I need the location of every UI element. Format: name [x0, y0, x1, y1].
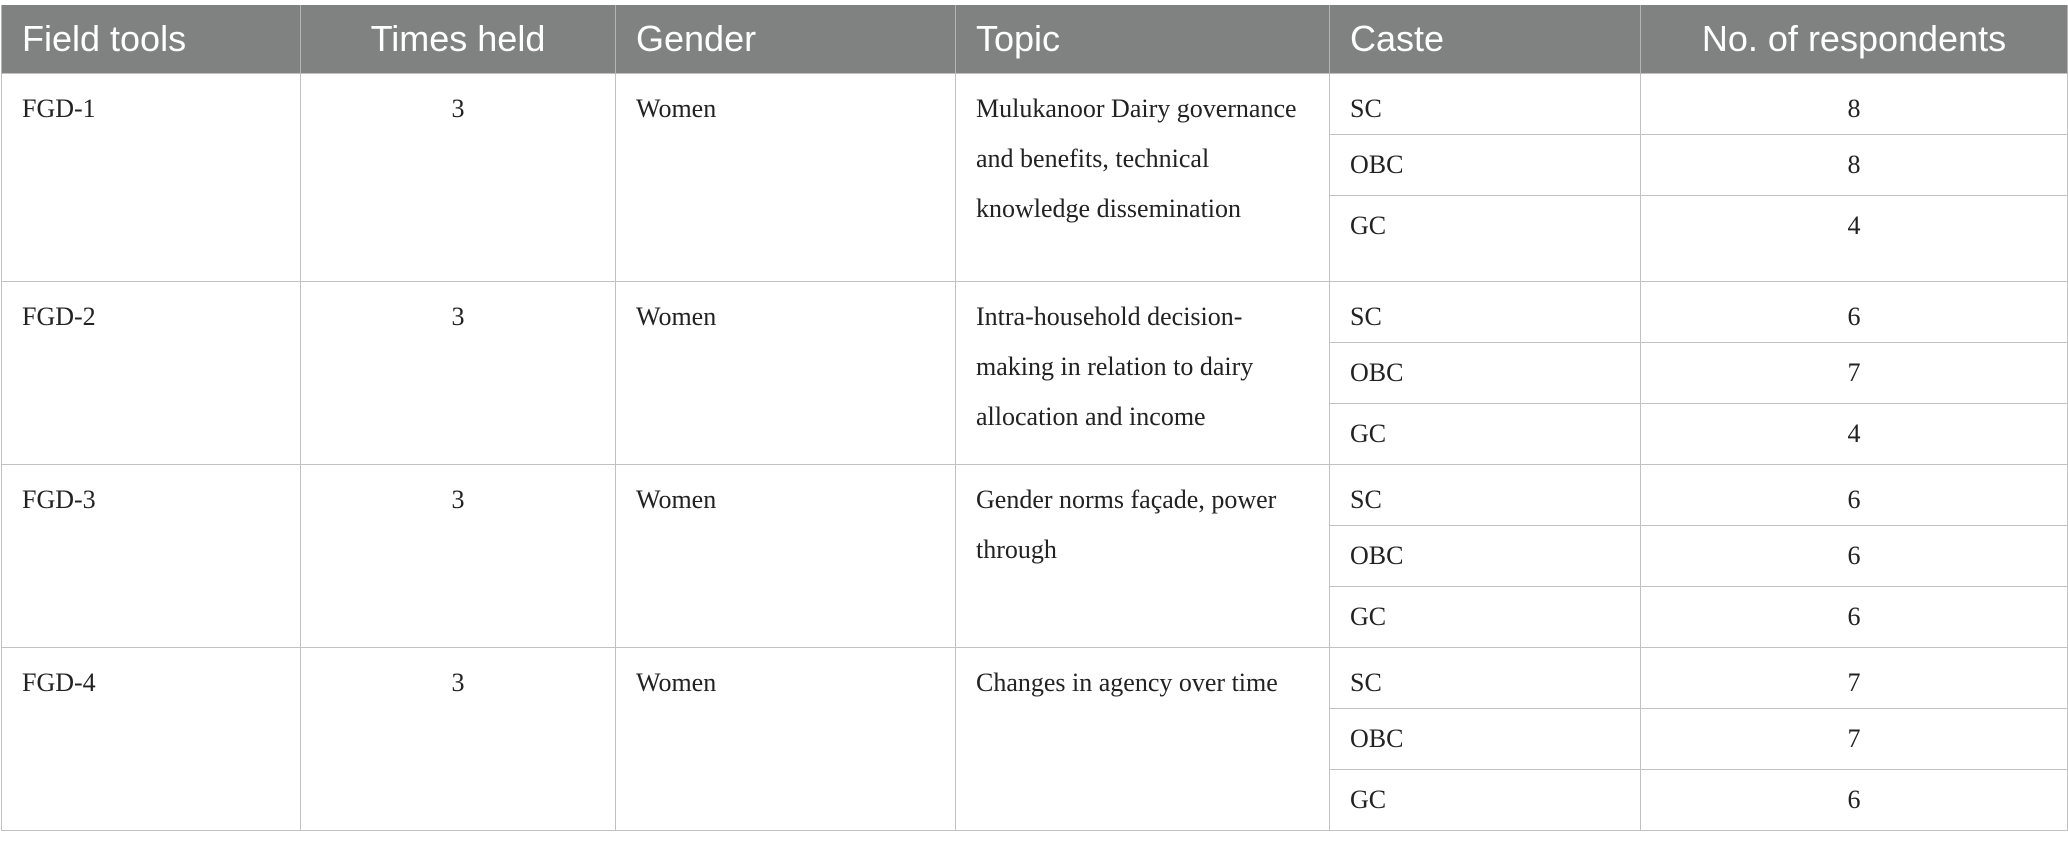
cell-times-held: 3: [301, 465, 616, 648]
header-topic: Topic: [956, 5, 1330, 74]
cell-respondents: 6: [1641, 526, 2068, 587]
cell-caste: OBC: [1330, 135, 1641, 196]
cell-caste: SC: [1330, 465, 1641, 526]
cell-respondents: 6: [1641, 770, 2068, 831]
table-row: [2, 74, 2068, 135]
cell-gender: Women: [616, 282, 956, 465]
table-row: [2, 282, 2068, 343]
focus-group-table-container: [1, 5, 2067, 831]
cell-topic: Gender norms façade, power through: [956, 465, 1330, 648]
cell-topic: Mulukanoor Dairy governance and benefits, technical knowledge dissemination: [956, 74, 1330, 282]
cell-caste: GC: [1330, 404, 1641, 465]
cell-times-held: 3: [301, 74, 616, 282]
cell-respondents: 8: [1641, 74, 2068, 135]
cell-field-tool: FGD-4: [2, 648, 301, 831]
cell-respondents: 8: [1641, 135, 2068, 196]
cell-gender: Women: [616, 648, 956, 831]
table-row: [2, 465, 2068, 526]
cell-gender: Women: [616, 74, 956, 282]
cell-caste: GC: [1330, 196, 1641, 282]
cell-topic: Intra-household decision-making in relation to dairy allocation and income: [956, 282, 1330, 465]
table-header: [2, 5, 2068, 74]
cell-respondents: 6: [1641, 282, 2068, 343]
header-caste: Caste: [1330, 5, 1641, 74]
cell-caste: GC: [1330, 587, 1641, 648]
cell-caste: OBC: [1330, 343, 1641, 404]
cell-respondents: 7: [1641, 648, 2068, 709]
header-gender: Gender: [616, 5, 956, 74]
cell-topic: Changes in agency over time: [956, 648, 1330, 831]
cell-caste: GC: [1330, 770, 1641, 831]
cell-field-tool: FGD-1: [2, 74, 301, 282]
header-field-tools: Field tools: [2, 5, 301, 74]
cell-caste: SC: [1330, 282, 1641, 343]
cell-caste: SC: [1330, 74, 1641, 135]
cell-times-held: 3: [301, 282, 616, 465]
cell-gender: Women: [616, 465, 956, 648]
cell-respondents: 7: [1641, 343, 2068, 404]
cell-respondents: 6: [1641, 587, 2068, 648]
cell-respondents: 6: [1641, 465, 2068, 526]
header-times-held: Times held: [301, 5, 616, 74]
cell-field-tool: FGD-2: [2, 282, 301, 465]
focus-group-table: [1, 5, 2068, 831]
header-no-of-respondents: No. of respondents: [1641, 5, 2068, 74]
cell-caste: OBC: [1330, 709, 1641, 770]
cell-field-tool: FGD-3: [2, 465, 301, 648]
header-row: [2, 5, 2068, 74]
table-row: [2, 648, 2068, 709]
cell-times-held: 3: [301, 648, 616, 831]
cell-caste: OBC: [1330, 526, 1641, 587]
cell-caste: SC: [1330, 648, 1641, 709]
cell-respondents: 7: [1641, 709, 2068, 770]
cell-respondents: 4: [1641, 404, 2068, 465]
table-body: [2, 74, 2068, 831]
cell-respondents: 4: [1641, 196, 2068, 282]
